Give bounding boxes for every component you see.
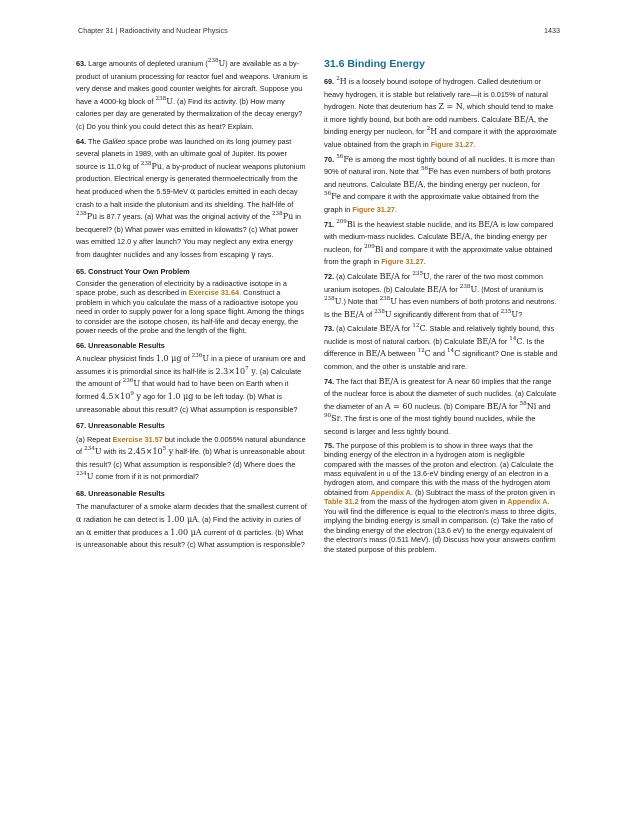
problem-68: The manufacturer of a smoke alarm decides that the smallest current of α radiation he can detect is 1.00 μA. (a) Find the activity in curies of an α emitter that produces a 1.00 μA current of α particles. (b) What is unreasonable about this result? (c) What assumption is responsible? — [76, 502, 307, 550]
probe-name: Galileo — [102, 136, 126, 146]
problem-67: (a) Repeat Exercise 31.57 but include the 0.0055% natural abundance of $^{234}$U with its $2.45\times 10^5$ y half-life. (b) What is unreasonable about this result? (c) What assumption is responsible? (d) Where does the $^{234}$U come from if it is not primordial? — [76, 434, 306, 482]
left-column — [76, 58, 308, 554]
problem-72: 72. (a) Calculate BE/A for $^{235}$U, the rarer of the two most common uranium isotopes. (b) Calculate BE/A for $^{238}$U. (Most of uranium is $^{238}$U.) Note that $^{238}$U has even numbers of both protons and neutrons. Is the BE/A of $^{238}$U significantly different from that of $^{235}$U? — [324, 270, 557, 319]
gamma-symbol: γ — [250, 249, 256, 259]
problem-67-heading: 67. Unreasonable Results — [76, 421, 165, 431]
problem-64: 64. The Galileo space probe was launched on its long journey past several planets in 1989, with an ultimate goal of Jupiter. Its power source is 11.0 kg of $^{238}$Pu, a by-product of nuclear weapons plutonium production. Electrical energy is generated thermoelectrically from the heat produced when the 5.59-MeV α particles emitted in each decay crash to a halt inside the plutonium and its shielding. The half-life of $^{238}$Pu is 87.7 years. (a) What was the original activity of the $^{238}$Pu in becquerel? (b) What power was emitted in kilowatts? (c) What power was emitted 12.0 y after launch? You may neglect any extra energy from daughter nuclides and any losses from escaping γ rays. — [76, 136, 306, 259]
right-column — [324, 58, 558, 556]
problem-70: 70. $^{56}$Fe is among the most tightly bound of all nuclides. It is more than 90% of natural iron. Note that $^{56}$Fe has even numbers of both protons and neutrons. Calculate BE/A, the binding energy per nucleon, for $^{56}$Fe and compare it with the approximate value obtained from the graph in Figure 31.27. — [324, 153, 555, 214]
figure-link[interactable]: Figure 31.27 — [430, 139, 474, 149]
isotope-symbol: U — [166, 96, 173, 106]
problem-65-heading: 65. Construct Your Own Problem — [76, 266, 190, 276]
problem-75: 75. The purpose of this problem is to show in three ways that the binding energy of the electron in a hydrogen atom is negligible compared with the masses of the proton and electron. (a) Calculate the mass equivalent in u of the 13.6-eV binding energy of an electron in a hydrogen atom, and compare this with the mass of the hydrogen atom obtained from Appendix A. (b) Subtract the mass of the proton given in Table 31.2 from the mass of the hydrogen atom given in Appendix A. You will find the difference is equal to the electron's mass to three digits, implying the binding energy is small in comparison. (c) Take the ratio of the binding energy of the electron (13.6 eV) to the energy equivalent of the electron's mass (0.511 MeV). (d) Discuss how your answers confirm the stated purpose of this problem. — [324, 440, 557, 554]
isotope-mass: 238 — [155, 95, 167, 102]
exercise-link[interactable]: Exercise 31.64 — [188, 288, 240, 298]
problem-68-heading: 68. Unreasonable Results — [76, 488, 165, 498]
page-header — [78, 26, 560, 38]
alpha-symbol: α — [190, 186, 196, 196]
figure-link[interactable]: Figure 31.27 — [381, 257, 424, 267]
problem-63: 63. Large amounts of depleted uranium ($^{238}$U) are available as a by-product of uranium processing for reactor fuel and weapons. Uranium is very dense and makes good counter weights for aircraft. Suppose you have a 4000-kg block of $^{238}$U. (a) Find its activity. (b) How many calories per day are generated by thermalization of the decay energy? (c) Do you think you could detect this as heat? Explain. — [76, 58, 308, 131]
problem-number: 63. — [76, 59, 87, 68]
table-link[interactable]: Table 31.2 — [324, 497, 359, 507]
problem-66-heading: 66. Unreasonable Results — [76, 340, 165, 350]
problem-number: 64. — [76, 136, 87, 146]
page-number: 1433 — [544, 26, 560, 35]
exercise-link[interactable]: Exercise 31.57 — [112, 434, 163, 444]
chapter-title: Chapter 31 | Radioactivity and Nuclear Physics — [78, 26, 228, 35]
problem-65: Consider the generation of electricity by a radioactive isotope in a space probe, such as described in Exercise 31.64. Construct a problem in which you calculate the mass of a radioactive isotope you need in order to supply power for a long space flight. Among the things to consider are the isotope chosen, its half-life and decay energy, the power needs of the probe and the length of the flight. — [76, 278, 304, 336]
appendix-link[interactable]: Appendix A — [507, 497, 548, 507]
problem-73: 73. (a) Calculate BE/A for $^{12}$C. Stable and relatively tightly bound, this nuclide is most of natural carbon. (b) Calculate BE/A for $^{14}$C. Is the difference in BE/A between $^{12}$C and $^{14}$C significant? One is stable and common, and the other is unstable and rare. — [324, 323, 558, 372]
isotope-mass: 238 — [207, 58, 219, 64]
problem-66: A nuclear physicist finds 1.0 μg of $^{236}$U in a piece of uranium ore and assumes it is primordial since its half-life is $2.3\times 10^7$ y. (a) Calculate the amount of $^{236}$U that would had to have been on Earth when it formed $4.5\times 10^9$ y ago for 1.0 μg to be left today. (b) What is unreasonable about this result? (c) What assumption is responsible? — [76, 353, 306, 414]
appendix-link[interactable]: Appendix A — [370, 487, 411, 497]
figure-link[interactable]: Figure 31.27 — [352, 204, 395, 214]
problem-71: 71. $^{209}$Bi is the heaviest stable nuclide, and its BE/A is low compared with medium-mass nuclides. Calculate BE/A, the binding energy per nucleon, for $^{209}$Bi and compare it with the approximate value obtained from the graph in Figure 31.27. — [324, 218, 554, 267]
section-title: 31.6 Binding Energy — [324, 58, 425, 70]
isotope-symbol: U — [218, 59, 226, 68]
problem-69: 69. $^2$H is a loosely bound isotope of hydrogen. Called deuterium or heavy hydrogen, it is stable but relatively rare—it is 0.015% of natural hydrogen. Note that deuterium has Z = N, which should tend to make it more tightly bound, but both are odd numbers. Calculate BE/A, the binding energy per nucleon, for $^2$H and compare it with the approximate value obtained from the graph in Figure 31.27. — [324, 76, 557, 149]
problem-74: 74. The fact that BE/A is greatest for A near 60 implies that the range of the nuclear force is about the diameter of such nuclides. (a) Calculate the diameter of an A = 60 nucleus. (b) Compare BE/A for $^{58}$Ni and $^{90}$Sr. The first is one of the most tightly bound nuclides, while the second is larger and less tightly bound. — [324, 376, 557, 437]
